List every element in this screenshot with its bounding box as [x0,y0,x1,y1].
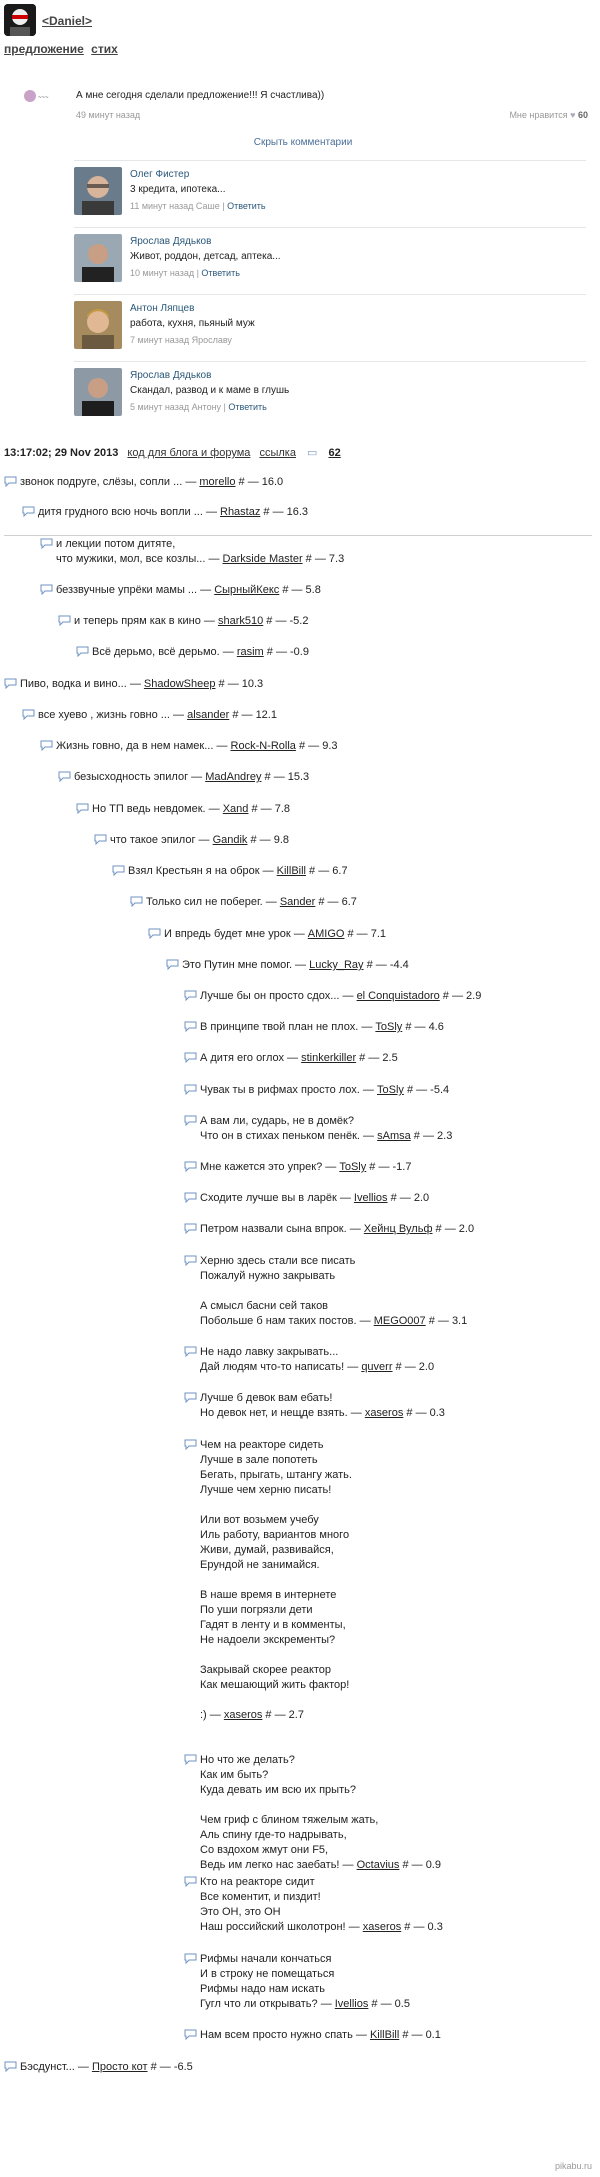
thread-comment [200,1438,352,1723]
comment-author[interactable]: Darkside Master [222,553,303,565]
thread-comment [200,989,481,1004]
comment-rating: # — 0.9 [399,1859,441,1871]
comment-text: работа, кухня, пьяный муж [130,318,255,329]
vk-comment [74,361,586,422]
comment-author[interactable]: Lucky_Ray [309,959,364,971]
comment-rating: # — 2.7 [262,1709,304,1721]
reply-link[interactable]: Ответить [201,268,240,278]
comment-bubble-icon[interactable] [184,1223,197,1234]
comment-rating: # — 4.6 [402,1021,444,1033]
thread-comment [20,2060,193,2075]
embed-code-link[interactable]: код для блога и форума [127,447,251,459]
comment-rating: # — 9.8 [247,834,290,846]
comment-author[interactable]: xaseros [364,1407,404,1419]
thread-comment [146,895,357,910]
proposal-logo-icon [22,86,70,108]
comment-text: Не надо лавку закрывать... Дай людям что-то написать! — [200,1346,359,1373]
comment-bubble-icon[interactable] [58,771,71,782]
comment-author[interactable]: sAmsa [377,1130,411,1142]
comment-rating: # — 16.3 [260,506,309,518]
comment-time: 10 минут назад [130,268,195,278]
comment-text: В принципе твой план не плох. — [200,1021,376,1033]
thread-comment [200,1191,429,1206]
thread-comment [200,1114,452,1144]
comment-rating: # — 2.5 [356,1052,398,1064]
comment-meta: 11 минут назад Саше | Ответить [130,201,266,211]
comment-rating: # — 2.0 [387,1192,430,1204]
thread-comment [200,1391,445,1421]
comment-text: звонок подруге, слёзы, сопли ... — [20,476,200,488]
comment-rating: # — 2.0 [392,1361,435,1373]
thread-comment [200,1051,398,1066]
thread-comment [164,927,386,942]
thread-comment [56,583,321,598]
thread-comment [200,1753,441,1873]
comment-rating: # — 0.5 [368,1998,410,2010]
comment-rating: # — 0.3 [403,1407,445,1419]
comment-author[interactable]: ToSly [376,1084,404,1096]
comment-rating: # — 0.3 [401,1921,443,1933]
commenter-photo[interactable] [74,167,122,215]
comment-text: все хуево , жизнь говно ... — [38,709,188,721]
comment-count[interactable]: 62 [328,447,341,459]
comment-rating: # — 2.0 [432,1223,475,1235]
comment-author[interactable]: rasim [236,646,264,658]
thread-comment [182,958,409,973]
comment-bubble-icon[interactable] [184,1161,197,1172]
vk-post-text: А мне сегодня сделали предложение!!! Я счастлива)) [76,90,325,101]
comment-text: Сходите лучше вы в ларёк — [200,1192,354,1204]
comment-text: Лучше б девок вам ебать! Но девок нет, и нещде взять. — [200,1392,362,1419]
thread-comment [110,833,289,848]
comment-author[interactable]: ShadowSheep [143,678,216,690]
comment-text: и лекции потом дитяте, что мужики, мол, все козлы... — [56,538,220,565]
comment-rating: # — 10.3 [215,678,264,690]
comment-text: Кто на реакторе сидит Все коментит, и пиздит! Это ОН, это ОН Наш российский школотрон! — [200,1876,360,1933]
thread-comment [200,1083,449,1098]
commenter-name[interactable]: Ярослав Дядьков [130,236,212,247]
comment-bubble-icon[interactable] [184,1052,197,1063]
comment-author[interactable]: KillBill [369,2029,400,2041]
thread-comment [92,802,290,817]
comment-text: Скандал, развод и к маме в глушь [130,385,290,396]
comment-author[interactable]: morello [199,476,236,488]
comment-bubble-icon[interactable] [184,1255,197,1266]
vk-screenshot [18,72,588,440]
comment-rating: # — -6.5 [147,2061,193,2073]
vk-comment [74,294,586,355]
thread-comment [200,1020,444,1035]
thread-comment [20,475,283,490]
comment-author[interactable]: Octavius [356,1859,400,1871]
comment-text: Но что же делать? Как им быть? Куда девать им всю их прыть? Чем гриф с блином тяжелым жать, Аль спину где-то надрывать, Со вздохом жмут они F5, Ведь им легко нас заебать! — [200,1754,379,1871]
comment-text: Это Путин мне помог. — [182,959,310,971]
tag-link[interactable]: предложение [4,42,84,56]
comment-rating: # — 7.1 [344,928,387,940]
comment-bubble-icon[interactable] [76,646,89,657]
comment-author[interactable]: AMIGO [307,928,345,940]
thread-comment [20,677,263,692]
thread-comment [92,645,309,660]
commenter-name[interactable]: Олег Фистер [130,169,190,180]
hide-comments-link[interactable]: Скрыть комментарии [253,137,353,148]
comment-rating: # — 2.3 [410,1130,453,1142]
comment-text: Но ТП ведь невдомек. — [92,803,223,815]
comment-bubble-icon[interactable] [148,928,161,939]
comment-rating: # — 5.8 [279,584,321,596]
comment-text: беззвучные упрёки мамы ... — [56,584,215,596]
comment-rating: # — 6.7 [315,896,357,908]
comment-count-icon: ▭ [307,447,318,459]
comment-author[interactable]: Gandik [212,834,248,846]
comment-bubble-icon[interactable] [4,476,17,487]
comment-author[interactable]: quverr [361,1361,393,1373]
comment-author[interactable]: xaseros [362,1921,402,1933]
comment-meta [130,335,232,345]
thread-comment [128,864,348,879]
comment-bubble-icon[interactable] [22,709,35,720]
comment-bubble-icon[interactable] [112,865,125,876]
comment-rating: # — 16.0 [235,476,284,488]
comment-bubble-icon[interactable] [4,678,17,689]
thread-comment [38,505,308,520]
comment-bubble-icon[interactable] [184,1876,197,1887]
thread-comment [200,2028,441,2043]
comment-author[interactable]: KillBill [276,865,306,877]
comment-author[interactable]: Xand [222,803,249,815]
heart-icon: ♥ [570,110,576,120]
comment-bubble-icon[interactable] [184,1439,197,1450]
comment-rating: # — 12.1 [229,709,277,721]
thread-comment [200,1254,467,1329]
thread-comment [200,1952,410,2012]
comment-author[interactable]: Sander [279,896,316,908]
thread-comment [74,614,308,629]
comment-author[interactable]: MadAndrey [205,771,262,783]
comment-author[interactable]: alsander [187,709,230,721]
comment-text: что такое эпилог — [110,834,213,846]
comment-bubble-icon[interactable] [184,1346,197,1357]
comment-text: Петром назвали сына впрок. — [200,1223,364,1235]
comment-bubble-icon[interactable] [166,959,179,970]
thread-comment [56,537,344,567]
comment-bubble-icon[interactable] [184,1192,197,1203]
comment-text: Рифмы начали кончаться И в строку не помещаться Рифмы надо нам искать Гугл что ли открывать? — [200,1953,335,2010]
vk-comment [74,160,586,221]
comment-bubble-icon[interactable] [184,2029,197,2040]
comment-text: Мне кажется это упрек? — [200,1161,340,1173]
comment-bubble-icon[interactable] [58,615,71,626]
comment-bubble-icon[interactable] [22,506,35,517]
comment-text: дитя грудного всю ночь вопли ... — [38,506,220,518]
comment-text: Чувак ты в рифмах просто лох. — [200,1084,377,1096]
svg-text:~~~: ~~~ [38,95,49,101]
vk-post-time: 49 минут назад [76,110,141,120]
comment-bubble-icon[interactable] [130,896,143,907]
comment-bubble-icon[interactable] [94,834,107,845]
comment-author[interactable]: el Conquistadoro [356,990,440,1002]
commenter-photo[interactable] [74,234,122,282]
comment-rating: # — 0.1 [399,2029,441,2041]
comment-author[interactable]: Rhastaz [220,506,261,518]
reply-link[interactable]: Ответить [227,201,266,211]
comment-text: Лучше бы он просто сдох... — [200,990,357,1002]
comment-author[interactable]: ToSly [339,1161,367,1173]
comment-rating: # — 7.3 [302,553,345,565]
watermark: pikabu.ru [554,2161,592,2171]
comment-bubble-icon[interactable] [184,1084,197,1095]
post-tags [4,42,122,56]
vk-comment [74,227,586,288]
thread-comment [56,739,338,754]
comment-rating: # — 2.9 [439,990,482,1002]
vk-post [18,72,588,132]
comment-rating: # — 6.7 [306,865,348,877]
comment-rating: # — 15.3 [261,771,310,783]
likes-count: 60 [577,110,588,120]
comment-bubble-icon[interactable] [184,1754,197,1765]
comment-author[interactable]: Ivellios [334,1998,369,2010]
comment-time: 11 минут назад Саше [130,201,220,211]
divider [4,535,592,536]
comment-bubble-icon[interactable] [4,2061,17,2072]
thread-comment [200,1345,434,1375]
comment-bubble-icon[interactable] [40,740,53,751]
comment-text: и теперь прям как в кино — [74,615,218,627]
comment-author[interactable]: xaseros [223,1709,263,1721]
comment-author[interactable]: СырныйКекс [214,584,280,596]
comment-text: Живот, роддон, детсад, аптека... [130,251,281,262]
comment-author[interactable]: ToSly [375,1021,403,1033]
comment-rating: # — -5.4 [403,1084,450,1096]
comment-author[interactable]: stinkerkiller [301,1052,357,1064]
comment-bubble-icon[interactable] [40,584,53,595]
post-info [4,446,341,459]
comment-time: 5 минут назад Антону [130,402,222,412]
comment-text: И впредь будет мне урок — [164,928,308,940]
permalink[interactable]: ссылка [259,447,296,459]
tag-link[interactable]: стих [91,42,118,56]
comment-text: Нам всем просто нужно спать — [200,2029,370,2041]
vk-likes[interactable] [509,110,588,120]
comment-bubble-icon[interactable] [184,1021,197,1032]
comment-meta: 10 минут назад | Ответить [130,268,240,278]
comment-text: Херню здесь стали все писать Пожалуй нужно закрывать А смысл басни сей таков Побольше б нам таких постов. — [200,1255,371,1327]
comment-bubble-icon[interactable] [76,803,89,814]
comment-author[interactable]: Просто кот [91,2061,148,2073]
comment-bubble-icon[interactable] [40,538,53,549]
comment-rating: # — -5.2 [263,615,309,627]
comment-bubble-icon[interactable] [184,1392,197,1403]
thread-comment [74,770,309,785]
comment-text: Взял Крестьян я на оброк — [128,865,277,877]
comment-text: 3 кредита, ипотека... [130,184,226,195]
comment-text: А вам ли, сударь, не в домёк? Что он в стихах пеньком пенёк. — [200,1115,375,1142]
comment-rating: # — -4.4 [363,959,409,971]
comment-text: Жизнь говно, да в нем намек... — [56,740,231,752]
comment-rating: # — 3.1 [425,1315,468,1327]
comment-text: Всё дерьмо, всё дерьмо. — [92,646,237,658]
comment-text: Только сил не поберег. — [146,896,280,908]
thread-comment [200,1222,474,1237]
comment-author[interactable]: Ivellios [353,1192,388,1204]
comment-rating: # — -1.7 [366,1161,412,1173]
comment-text: Пиво, водка и вино... — [20,678,144,690]
commenter-photo[interactable] [74,368,122,416]
likes-label: Мне нравится [509,110,568,120]
comment-bubble-icon[interactable] [184,1115,197,1126]
comment-bubble-icon[interactable] [184,1953,197,1964]
comment-text: А дитя его оглох — [200,1052,302,1064]
comment-text: Чем на реакторе сидеть Лучше в зале попотеть Бегать, прыгать, штангу жать. Лучше чем херню писать! Или вот возьмем учебу Иль работу, вариантов много Живи, думай, развивайся, Ерундой не занимайся. В наше время в интернете По уши погрязли дети Гадят в ленту и в комменты, Не надоели экскременты? Закрывай скорее реактор Как мешающий жить фактор! :) — [200,1439,352,1721]
comment-author[interactable]: Хейнц Вульф [363,1223,433,1235]
comment-author[interactable]: MEGO007 [373,1315,426,1327]
reply-link[interactable]: Ответить [228,402,267,412]
comment-rating: # — -0.9 [263,646,309,658]
thread-comment [200,1160,411,1175]
comment-text: безысходность эпилог — [74,771,206,783]
author-name[interactable]: <Daniel> [42,14,93,28]
author-avatar[interactable] [4,4,36,36]
comment-meta: 5 минут назад Антону | Ответить [130,402,267,412]
thread-comment [38,708,277,723]
comment-bubble-icon[interactable] [184,990,197,1001]
comment-rating: # — 7.8 [248,803,290,815]
commenter-photo[interactable] [74,301,122,349]
comment-text: Бэсдунст... — [20,2061,92,2073]
post-datetime: 13:17:02; 29 Nov 2013 [4,447,119,459]
comment-author[interactable]: shark510 [217,615,264,627]
thread-comment [200,1875,443,1935]
comment-rating: # — 9.3 [295,740,338,752]
comment-author[interactable]: Rock-N-Rolla [230,740,296,752]
commenter-name[interactable]: Антон Ляпцев [130,303,195,314]
comment-time: 7 минут назад Ярославу [130,335,232,345]
commenter-name[interactable]: Ярослав Дядьков [130,370,212,381]
